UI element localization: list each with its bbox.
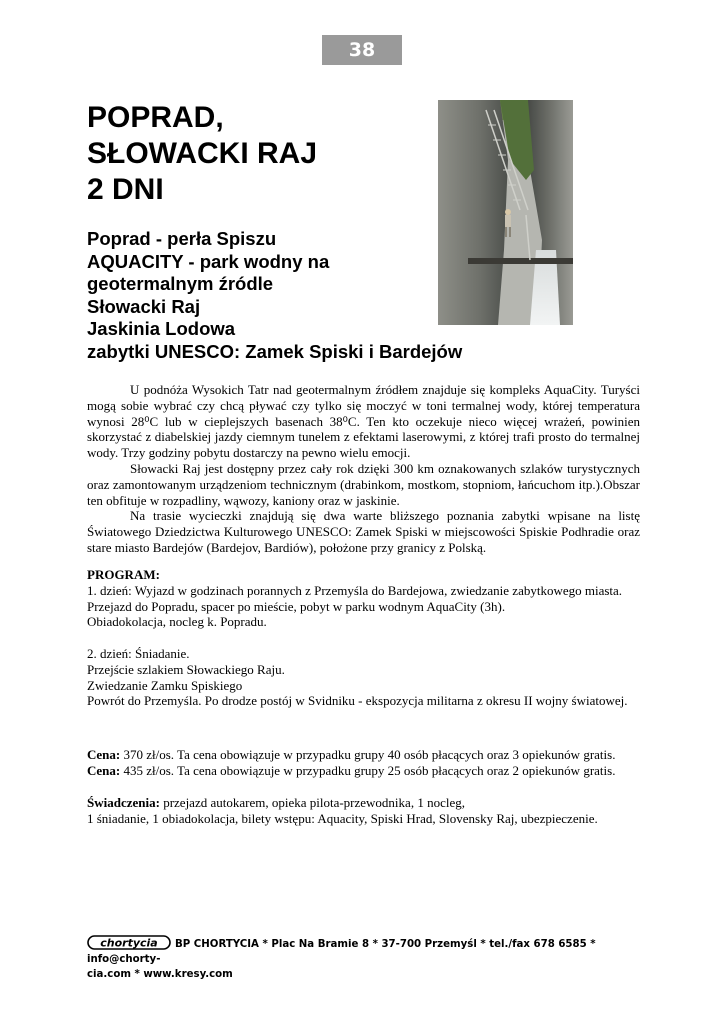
- paragraph: U podnóża Wysokich Tatr nad geotermalnym źródłem znajduje się kompleks AquaCity. Turyści mogą sobie wybrać czy chcą pływać czy tylko się moczyć w toni termalnej wody, której temperatura wynosi 28⁰C lub w cieplejszych basenach 38⁰C. Ten kto oczekuje nieco więcej wrażeń, powinien skorzystać z diabelskiej jazdy ciemnym tunelem z efektami laserowymi, z której trafi prosto do termalnej wody. Trzy godziny pobytu dostarczy na pewno wielu emocji.: [87, 382, 640, 461]
- logo-text: chortycia: [100, 936, 158, 950]
- page-number: 38: [322, 35, 402, 65]
- highlight-line: geotermalnym źródle: [87, 273, 274, 294]
- title-line: 2 DNI: [87, 173, 164, 206]
- services-text: przejazd autokarem, opieka pilota-przewodnika, 1 nocleg,: [159, 795, 465, 810]
- program-day2-line: Zwiedzanie Zamku Spiskiego: [87, 677, 243, 693]
- price-line: [87, 747, 647, 763]
- program-heading: PROGRAM:: [87, 567, 160, 582]
- footer-line: [87, 935, 647, 967]
- services-section: [87, 795, 647, 827]
- price-label: Cena:: [87, 762, 121, 778]
- price-label: Cena:: [87, 747, 121, 762]
- paragraph: Na trasie wycieczki znajdują się dwa warte bliższego poznania zabytki wpisane na listę Światowego Dziedzictwa Kulturowego UNESCO: Zamek Spiski w miejscowości Spiskie Podhradie oraz stare miasto Bardejów (Bardejov, Bardiów), położone przy granicy z Polską.: [87, 508, 640, 555]
- price-text: 370 zł/os. Ta cena obowiązuje w przypadku grupy 40 osób płacących oraz 3 opiekunów gratis.: [120, 747, 616, 762]
- footer-line: cia.com * www.kresy.com: [87, 969, 233, 980]
- highlight-line: Słowacki Raj: [87, 295, 201, 317]
- services-line: 1 śniadanie, 1 obiadokolacja, bilety wstępu: Aquacity, Spiski Hrad, Slovensky Raj, ubezpieczenie.: [87, 810, 598, 826]
- price-text: 435 zł/os. Ta cena obowiązuje w przypadku grupy 25 osób płacących oraz 2 opiekunów gratis.: [120, 762, 616, 778]
- highlight-line: AQUACITY - park wodny na: [87, 250, 330, 272]
- title-line: POPRAD,: [87, 101, 224, 134]
- program-day1-line: Obiadokolacja, nocleg k. Popradu.: [87, 614, 267, 630]
- services-line: [87, 795, 647, 811]
- trip-highlights: [87, 228, 462, 363]
- footer-contact: BP CHORTYCIA * Plac Na Bramie 8 * 37-700 Przemyśl * tel./fax 678 6585 * info@chorty-: [87, 939, 596, 965]
- page-title: [87, 100, 317, 208]
- title-line: SŁOWACKI RAJ: [87, 137, 318, 170]
- highlight-line: zabytki UNESCO: Zamek Spiski i Bardejów: [87, 340, 463, 362]
- services-label: Świadczenia:: [87, 795, 160, 810]
- highlight-line: Poprad - perła Spiszu: [87, 228, 277, 249]
- program-day1-line: Przejazd do Popradu, spacer po mieście, pobyt w parku wodnym AquaCity (3h).: [87, 598, 506, 614]
- price-line: [87, 763, 647, 779]
- program-day2-line: Przejście szlakiem Słowackiego Raju.: [87, 661, 285, 677]
- program-day2-line: 2. dzień: Śniadanie.: [87, 645, 190, 661]
- program-section: [87, 567, 647, 709]
- paragraph: Słowacki Raj jest dostępny przez cały rok dzięki 300 km oznakowanych szlaków turystycznych oraz zamontowanym urządzeniom technicznym (drabinkom, mostkom, stopniom, łańcuchom itp.).Obszar ten obfituje w rozpadliny, wąwozy, kaniony oraz w jaskinie.: [87, 460, 640, 508]
- program-day2-line: Powrót do Przemyśla. Po drodze postój w Svidniku - ekspozycja militarna z okresu II wojny światowej.: [87, 693, 628, 709]
- chortycia-logo: [87, 935, 171, 950]
- footer: [87, 935, 647, 982]
- description: [87, 382, 640, 556]
- highlight-line: Jaskinia Lodowa: [87, 318, 236, 339]
- program-day1-line: 1. dzień: Wyjazd w godzinach porannych z Przemyśla do Bardejowa, zwiedzanie zabytkowego miasta.: [87, 582, 623, 598]
- price-section: [87, 747, 647, 779]
